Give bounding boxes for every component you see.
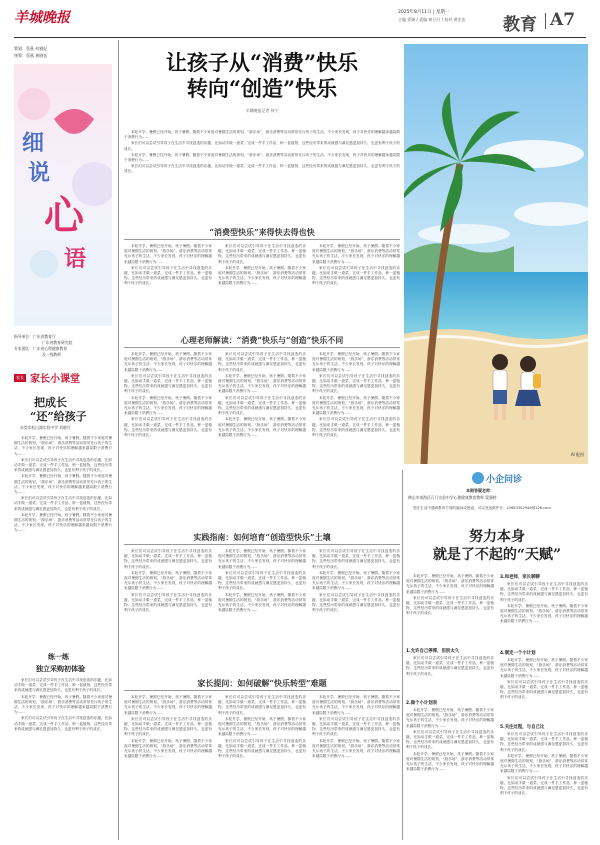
masthead	[0, 0, 600, 38]
section2-rule	[124, 347, 400, 348]
main-headline-line-1: 让孩子从“消费”快乐	[165, 50, 359, 75]
sidebar-byline: 东莞市松山湖实验中学 刘晓丹	[20, 425, 71, 430]
qa-tip-1-heading: 1.允许自己停滞，但别太久	[406, 649, 460, 654]
section1-col-2: 家长们可以尝试引导孩子在生活中寻找创造的乐趣，比如动手做一道菜、完成一件手工作品、种一盆植物，这些经历带来的成就感与满足感更加持久，也更有利于孩子的成长。 本轮开学、暑假已经开始，孩子暑假。随着不少家庭对暑期生活的规划，“游乐场”、游乐消费等活动常常充斥孩子的生活，不少家长发现，孩子对快乐的理解越来越局限于消费行为……	[218, 244, 306, 286]
qa-intro: 本期答疑老师：	[466, 488, 494, 493]
sidebar-headline-2: “还”给孩子	[30, 410, 87, 423]
qa-email-note: 您在生活中遇到教育方面的疑问或困惑，可以发送邮件至：15683302949@126.com	[413, 506, 551, 510]
main-headline-line-2: 转向“创造”快乐	[186, 76, 338, 101]
qa-tip-4-body: 本轮开学、暑假已经开始，孩子暑假。随着不少家庭对暑期生活的规划，“游乐场”、游乐消费等活动常常充斥孩子的生活，不少家长发现，孩子对快乐的理解越来越局限于消费行为…… 家长们可以尝试引导孩子在生活中寻找创造的乐趣，比如动手做一道菜、完成一件手工作品、种一盆植物，这些经历带来的成就感与满足感更加持久，也更有利于孩子的成长。	[500, 658, 588, 700]
section4-col-3: 本轮开学、暑假已经开始，孩子暑假。随着不少家庭对暑期生活的规划，“游乐场”、游乐消费等活动常常充斥孩子的生活，不少家长发现，孩子对快乐的理解越来越局限于消费行为…… 家长们可以尝试引导孩子在生活中寻找创造的乐趣，比如动手做一道菜、完成一件手工作品、种一盆植物，这些经历带来的成就感与满足感更加持久，也更有利于孩子的成长。 本轮开学、暑假已经开始，孩子暑假。随着不少家庭对暑期生活的规划，“游乐场”、游乐消费等活动常常充斥孩子的生活，不少家长发现，孩子对快乐的理解越来越局限于消费行为……	[312, 695, 400, 759]
qa-tip-2-heading: 2.做个小计划表	[406, 701, 438, 706]
sidebar-article-body: 本轮开学、暑假已经开始，孩子暑假。随着不少家庭对暑期生活的规划，“游乐场”、游乐消费等活动常常充斥孩子的生活，不少家长发现，孩子对快乐的理解越来越局限于消费行为…… 家长们可以尝试引导孩子在生活中寻找创造的乐趣，比如动手做一道菜、完成一件手工作品、种一盆植物，这些经历带来的成就感与满足感更加持久，也更有利于孩子的成长。 本轮开学、暑假已经开始，孩子暑假。随着不少家庭对暑期生活的规划，“游乐场”、游乐消费等活动常常充斥孩子的生活，不少家长发现，孩子对快乐的理解越来越局限于消费行为…… 家长们可以尝试引导孩子在生活中寻找创造的乐趣，比如动手做一道菜、完成一件手工作品、种一盆植物，这些经历带来的成就感与满足感更加持久，也更有利于孩子的成长。 本轮开学、暑假已经开始，孩子暑假。随着不少家庭对暑期生活的规划，“游乐场”、游乐消费等活动常常充斥孩子的生活，不少家长发现，孩子对快乐的理解越来越局限于消费行为……	[14, 436, 112, 533]
sidebar-divider	[118, 40, 119, 840]
vertical-title-1: 细	[22, 130, 45, 156]
vertical-title-3: 心	[44, 192, 84, 239]
sidebar	[14, 40, 114, 840]
guide-unit-credit-2: 广东省教育研究院	[42, 340, 73, 345]
vertical-title-4: 语	[64, 246, 87, 272]
lead-paragraph: 本轮开学、暑假已经开始，孩子暑假。随着不少家庭对暑期生活的规划，“游乐场”、游乐消费等活动常常充斥孩子的生活，不少家长发现，孩子对快乐的理解越来越局限于消费行为…… 家长们可以尝试引导孩子在生活中寻找创造的乐趣，比如动手做一道菜、完成一件手工作品、种一盆植物，这些经历带来的成就感与满足感更加持久，也更有利于孩子的成长。 本轮开学、暑假已经开始，孩子暑假。随着不少家庭对暑期生活的规划，“游乐场”、游乐消费等活动常常充斥孩子的生活，不少家长发现，孩子对快乐的理解越来越局限于消费行为…… 家长们可以尝试引导孩子在生活中寻找创造的乐趣，比如动手做一道菜、完成一件手工作品、种一盆植物，这些经历带来的成就感与满足感更加持久，也更有利于孩子的成长。	[124, 130, 400, 174]
qa-label: 小企问诊	[486, 475, 523, 485]
section1-col-1: 本轮开学、暑假已经开始，孩子暑假。随着不少家庭对暑期生活的规划，“游乐场”、游乐消费等活动常常充斥孩子的生活，不少家长发现，孩子对快乐的理解越来越局限于消费行为…… 家长们可以尝试引导孩子在生活中寻找创造的乐趣，比如动手做一道菜、完成一件手工作品、种一盆植物，这些经历带来的成就感与满足感更加持久，也更有利于孩子的成长。	[124, 244, 212, 286]
sidebar-exercise-body: 家长们可以尝试引导孩子在生活中寻找创造的乐趣，比如动手做一道菜、完成一件手工作品、种一盆植物，这些经历带来的成就感与满足感更加持久，也更有利于孩子的成长。 本轮开学、暑假已经开始，孩子暑假。随着不少家庭对暑期生活的规划，“游乐场”、游乐消费等活动常常充斥孩子的生活，不少家长发现，孩子对快乐的理解越来越局限于消费行为…… 家长们可以尝试引导孩子在生活中寻找创造的乐趣，比如动手做一道菜、完成一件手工作品、种一盆植物，这些经历带来的成就感与满足感更加持久，也更有利于孩子的成长。	[14, 678, 112, 731]
expert-team-credit-2: 及一线教师	[42, 352, 61, 357]
section2-col-2: 家长们可以尝试引导孩子在生活中寻找创造的乐趣，比如动手做一道菜、完成一件手工作品、种一盆植物，这些经历带来的成就感与满足感更加持久，也更有利于孩子的成长。 本轮开学、暑假已经开始，孩子暑假。随着不少家庭对暑期生活的规划，“游乐场”、游乐消费等活动常常充斥孩子的生活，不少家长发现，孩子对快乐的理解越来越局限于消费行为…… 家长们可以尝试引导孩子在生活中寻找创造的乐趣，比如动手做一道菜、完成一件手工作品、种一盆植物，这些经历带来的成就感与满足感更加持久，也更有利于孩子的成长。 本轮开学、暑假已经开始，孩子暑假。随着不少家庭对暑期生活的规划，“游乐场”、游乐消费等活动常常充斥孩子的生活，不少家长发现，孩子对快乐的理解越来越局限于消费行为……	[218, 352, 306, 438]
section-divider	[545, 13, 546, 29]
section2-heading: 心理老师解读：“消费”快乐与“创造”快乐不同	[180, 335, 344, 345]
expert-team-credit: 专家团队：广东省心理健康教育	[14, 346, 68, 351]
column-name: 家长小课堂	[30, 374, 80, 385]
section-name: 教育	[503, 15, 537, 35]
qa-tip-2-body: 本轮开学、暑假已经开始，孩子暑假。随着不少家庭对暑期生活的规划，“游乐场”、游乐消费等活动常常充斥孩子的生活，不少家长发现，孩子对快乐的理解越来越局限于消费行为…… 家长们可以尝试引导孩子在生活中寻找创造的乐趣，比如动手做一道菜、完成一件手工作品、种一盆植物，这些经历带来的成就感与满足感更加持久，也更有利于孩子的成长。 本轮开学、暑假已经开始，孩子暑假。随着不少家庭对暑期生活的规划，“游乐场”、游乐消费等活动常常充斥孩子的生活，不少家长发现，孩子对快乐的理解越来越局限于消费行为……	[406, 708, 494, 772]
issue-date: 2025年8月11日 | 星期一	[398, 10, 450, 15]
planning-credit: 策划：蔡燕 何雅妃	[14, 46, 48, 51]
vertical-title-2: 说	[28, 160, 51, 186]
qa-question: 本轮开学、暑假已经开始，孩子暑假。随着不少家庭对暑期生活的规划，“游乐场”、游乐消费等活动常常充斥孩子的生活，不少家长发现，孩子对快乐的理解越来越局限于消费行为…… 家长们可以尝试引导孩子在生活中寻找创造的乐趣，比如动手做一道菜、完成一件手工作品、种一盆植物，这些经历带来的成就感与满足感更加持久，也更有利于孩子的成长。	[406, 574, 494, 616]
section3-col-3: 家长们可以尝试引导孩子在生活中寻找创造的乐趣，比如动手做一道菜、完成一件手工作品、种一盆植物，这些经历带来的成就感与满足感更加持久，也更有利于孩子的成长。 本轮开学、暑假已经开始，孩子暑假。随着不少家庭对暑期生活的规划，“游乐场”、游乐消费等活动常常充斥孩子的生活，不少家长发现，孩子对快乐的理解越来越局限于消费行为…… 家长们可以尝试引导孩子在生活中寻找创造的乐趣，比如动手做一道菜、完成一件手工作品、种一盆植物，这些经历带来的成就感与满足感更加持久，也更有利于孩子的成长。	[312, 549, 400, 613]
editor-credits: 主编 窦娟 / 责编 黄日升 / 校对 黄宏忠	[398, 17, 466, 22]
main-byline: 羊城晚报记者 何宁	[245, 108, 279, 113]
right-column-divider	[402, 470, 403, 840]
section3-col-1: 家长们可以尝试引导孩子在生活中寻找创造的乐趣，比如动手做一道菜、完成一件手工作品、种一盆植物，这些经历带来的成就感与满足感更加持久，也更有利于孩子的成长。 本轮开学、暑假已经开始，孩子暑假。随着不少家庭对暑期生活的规划，“游乐场”、游乐消费等活动常常充斥孩子的生活，不少家长发现，孩子对快乐的理解越来越局限于消费行为…… 家长们可以尝试引导孩子在生活中寻找创造的乐趣，比如动手做一道菜、完成一件手工作品、种一盆植物，这些经历带来的成就感与满足感更加持久，也更有利于孩子的成长。	[124, 549, 212, 613]
section1-heading: “消费型快乐”来得快去得也快	[209, 227, 315, 237]
qa-column	[406, 470, 588, 840]
section2-col-3: 本轮开学、暑假已经开始，孩子暑假。随着不少家庭对暑期生活的规划，“游乐场”、游乐消费等活动常常充斥孩子的生活，不少家长发现，孩子对快乐的理解越来越局限于消费行为…… 家长们可以尝试引导孩子在生活中寻找创造的乐趣，比如动手做一道菜、完成一件手工作品、种一盆植物，这些经历带来的成就感与满足感更加持久，也更有利于孩子的成长。 本轮开学、暑假已经开始，孩子暑假。随着不少家庭对暑期生活的规划，“游乐场”、游乐消费等活动常常充斥孩子的生活，不少家长发现，孩子对快乐的理解越来越局限于消费行为…… 家长们可以尝试引导孩子在生活中寻找创造的乐趣，比如动手做一道菜、完成一件手工作品、种一盆植物，这些经历带来的成就感与满足感更加持久，也更有利于孩子的成长。	[312, 352, 400, 438]
section4-rule	[124, 690, 400, 691]
qa-intro-teacher: 佛山市南海区石门实验中学心理健康教育教师 梁漫婷	[408, 495, 497, 500]
column-tag: 家长	[16, 375, 24, 380]
section3-heading: 实践指南：如何培育“创造型快乐”土壤	[193, 532, 331, 542]
section4-heading: 家长提问：如何破解“快乐转型”难题	[197, 678, 327, 688]
qa-tip-4-heading: 4.制定一个小计划	[500, 651, 536, 656]
section3-col-2: 本轮开学、暑假已经开始，孩子暑假。随着不少家庭对暑期生活的规划，“游乐场”、游乐消费等活动常常充斥孩子的生活，不少家长发现，孩子对快乐的理解越来越局限于消费行为…… 家长们可以尝试引导孩子在生活中寻找创造的乐趣，比如动手做一道菜、完成一件手工作品、种一盆植物，这些经历带来的成就感与满足感更加持久，也更有利于孩子的成长。 本轮开学、暑假已经开始，孩子暑假。随着不少家庭对暑期生活的规划，“游乐场”、游乐消费等活动常常充斥孩子的生活，不少家长发现，孩子对快乐的理解越来越局限于消费行为……	[218, 549, 306, 613]
beach-illustration	[404, 44, 588, 464]
section4-col-2: 家长们可以尝试引导孩子在生活中寻找创造的乐趣，比如动手做一道菜、完成一件手工作品、种一盆植物，这些经历带来的成就感与满足感更加持久，也更有利于孩子的成长。 本轮开学、暑假已经开始，孩子暑假。随着不少家庭对暑期生活的规划，“游乐场”、游乐消费等活动常常充斥孩子的生活，不少家长发现，孩子对快乐的理解越来越局限于消费行为…… 家长们可以尝试引导孩子在生活中寻找创造的乐趣，比如动手做一道菜、完成一件手工作品、种一盆植物，这些经历带来的成就感与满足感更加持久，也更有利于孩子的成长。	[218, 695, 306, 759]
qa-headline	[406, 528, 588, 564]
sidebar-headline: 把成长	[34, 396, 67, 409]
masthead-rule	[14, 37, 586, 38]
qa-headline-line-1: 努力本身	[469, 529, 525, 545]
qa-headline-line-2: 就是了不起的“天赋”	[432, 547, 562, 563]
page-number: A7	[550, 10, 576, 30]
sidebar-subhead: 练一练	[48, 652, 69, 661]
main-headline-block	[122, 50, 402, 130]
qa-tip-3-heading: 3.和老师、家长聊聊	[500, 575, 540, 580]
qa-tip-5-body: 家长们可以尝试引导孩子在生活中寻找创造的乐趣，比如动手做一道菜、完成一件手工作品、种一盆植物，这些经历带来的成就感与满足感更加持久，也更有利于孩子的成长。 本轮开学、暑假已经开始，孩子暑假。随着不少家庭对暑期生活的规划，“游乐场”、游乐消费等活动常常充斥孩子的生活，不少家长发现，孩子对快乐的理解越来越局限于消费行为…… 家长们可以尝试引导孩子在生活中寻找创造的乐趣，比如动手做一道菜、完成一件手工作品、种一盆植物，这些经历带来的成就感与满足感更加持久，也更有利于孩子的成长。	[500, 732, 588, 796]
newspaper-logo: 羊城晚报	[14, 10, 70, 26]
section4-col-1: 本轮开学、暑假已经开始，孩子暑假。随着不少家庭对暑期生活的规划，“游乐场”、游乐消费等活动常常充斥孩子的生活，不少家长发现，孩子对快乐的理解越来越局限于消费行为…… 家长们可以尝试引导孩子在生活中寻找创造的乐趣，比如动手做一道菜、完成一件手工作品、种一盆植物，这些经历带来的成就感与满足感更加持久，也更有利于孩子的成长。 本轮开学、暑假已经开始，孩子暑假。随着不少家庭对暑期生活的规划，“游乐场”、游乐消费等活动常常充斥孩子的生活，不少家长发现，孩子对快乐的理解越来越局限于消费行为……	[124, 695, 212, 759]
qa-label-icon	[472, 472, 484, 484]
photo-credit: AI 配图	[570, 452, 584, 457]
coordination-credit: 统筹：蔡燕 黄晓钰	[14, 53, 48, 58]
qa-tip-5-heading: 5.关注过程，与自己比	[500, 725, 545, 730]
sidebar-subhead-2: 独立采购初体验	[36, 664, 85, 673]
guide-unit-credit: 指导单位：广东省教育厅	[14, 334, 56, 339]
beach-scene	[404, 44, 588, 464]
section1-rule	[124, 239, 400, 240]
qa-tip-1-body: 家长们可以尝试引导孩子在生活中寻找创造的乐趣，比如动手做一道菜、完成一件手工作品、种一盆植物，这些经历带来的成就感与满足感更加持久，也更有利于孩子的成长。	[406, 656, 494, 676]
column-banner	[14, 64, 112, 326]
section1-col-3: 本轮开学、暑假已经开始，孩子暑假。随着不少家庭对暑期生活的规划，“游乐场”、游乐消费等活动常常充斥孩子的生活，不少家长发现，孩子对快乐的理解越来越局限于消费行为…… 家长们可以尝试引导孩子在生活中寻找创造的乐趣，比如动手做一道菜、完成一件手工作品、种一盆植物，这些经历带来的成就感与满足感更加持久，也更有利于孩子的成长。	[312, 244, 400, 286]
qa-tip-3-body: 家长们可以尝试引导孩子在生活中寻找创造的乐趣，比如动手做一道菜、完成一件手工作品、种一盆植物，这些经历带来的成就感与满足感更加持久，也更有利于孩子的成长。 本轮开学、暑假已经开始，孩子暑假。随着不少家庭对暑期生活的规划，“游乐场”、游乐消费等活动常常充斥孩子的生活，不少家长发现，孩子对快乐的理解越来越局限于消费行为……	[500, 582, 588, 624]
section3-rule	[124, 544, 400, 545]
section2-col-1: 本轮开学、暑假已经开始，孩子暑假。随着不少家庭对暑期生活的规划，“游乐场”、游乐消费等活动常常充斥孩子的生活，不少家长发现，孩子对快乐的理解越来越局限于消费行为…… 家长们可以尝试引导孩子在生活中寻找创造的乐趣，比如动手做一道菜、完成一件手工作品、种一盆植物，这些经历带来的成就感与满足感更加持久，也更有利于孩子的成长。 本轮开学、暑假已经开始，孩子暑假。随着不少家庭对暑期生活的规划，“游乐场”、游乐消费等活动常常充斥孩子的生活，不少家长发现，孩子对快乐的理解越来越局限于消费行为…… 家长们可以尝试引导孩子在生活中寻找创造的乐趣，比如动手做一道菜、完成一件手工作品、种一盆植物，这些经历带来的成就感与满足感更加持久，也更有利于孩子的成长。	[124, 352, 212, 438]
